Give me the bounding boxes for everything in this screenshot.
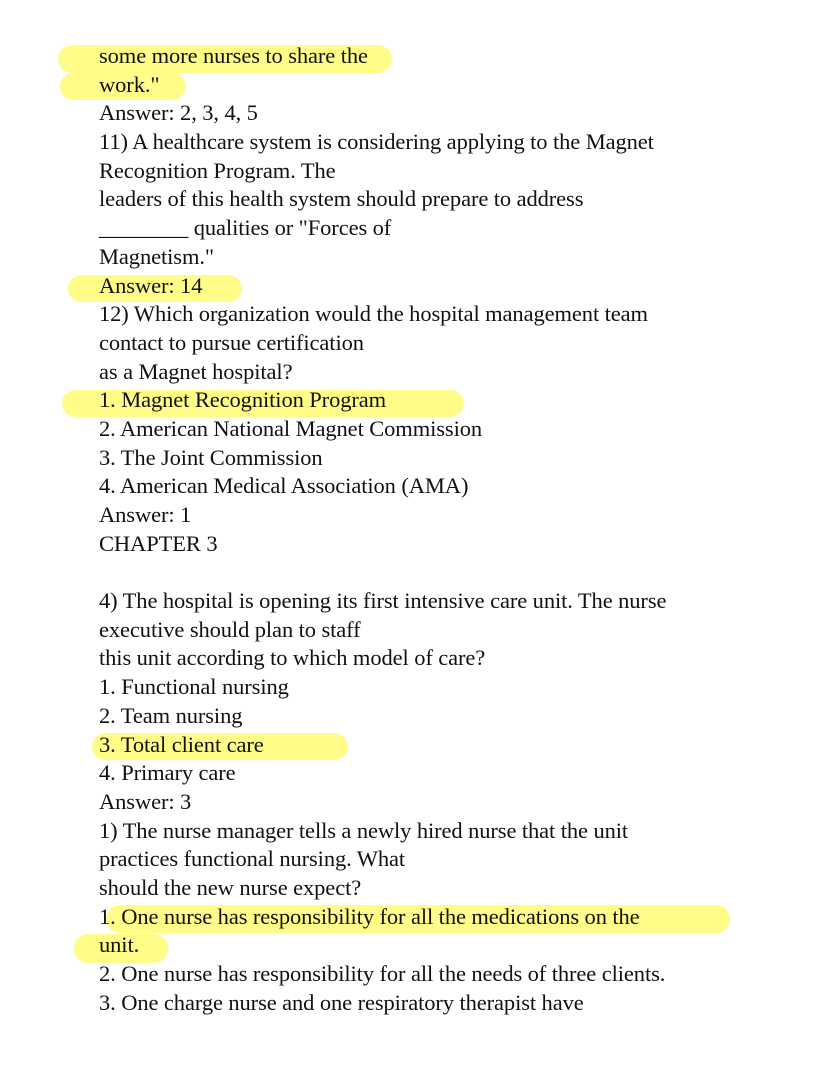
option-line: 4. American Medical Association (AMA): [99, 473, 469, 499]
answer-line: Answer: 1: [99, 502, 192, 527]
option-line: 4. Primary care: [99, 760, 236, 786]
question-line: practices functional nursing. What: [99, 846, 406, 872]
option-line: 2. Team nursing: [99, 702, 243, 728]
question-line: 11) A healthcare system is considering applying to the Magnet: [99, 129, 654, 155]
question-line: Recognition Program. The: [99, 157, 336, 183]
question-line: executive should plan to staff: [99, 616, 361, 642]
question-line: leaders of this health system should prepare to address: [99, 186, 584, 212]
option-line: 3. One charge nurse and one respiratory therapist have: [99, 989, 584, 1015]
option-line: 1. Functional nursing: [99, 674, 289, 700]
option-line: 1. Magnet Recognition Program: [99, 387, 387, 413]
text-line: work.": [99, 71, 160, 97]
chapter-heading: CHAPTER 3: [99, 530, 218, 556]
document-text: [99, 42, 819, 1017]
question-line: ________ qualities or "Forces of: [99, 215, 392, 241]
option-line: 3. The Joint Commission: [99, 444, 323, 470]
option-line: 1. One nurse has responsibility for all the medications on the: [99, 903, 640, 929]
question-line: should the new nurse expect?: [99, 874, 362, 900]
question-line: 4) The hospital is opening its first intensive care unit. The nurse: [99, 588, 667, 614]
question-line: Magnetism.": [99, 243, 214, 269]
question-line: as a Magnet hospital?: [99, 358, 293, 384]
answer-line: Answer: 3: [99, 788, 192, 814]
option-line: 3. Total client care: [99, 731, 264, 757]
question-line: contact to pursue certification: [99, 329, 364, 355]
question-line: 12) Which organization would the hospital management team: [99, 301, 648, 327]
option-line: 2. American National Magnet Commission: [99, 415, 483, 441]
question-line: 1) The nurse manager tells a newly hired nurse that the unit: [99, 817, 629, 843]
question-line: this unit according to which model of care?: [99, 645, 486, 671]
option-line: 2. One nurse has responsibility for all the needs of three clients.: [99, 961, 666, 986]
option-line: unit.: [99, 932, 140, 958]
text-line: some more nurses to share the: [99, 43, 368, 68]
answer-line: Answer: 14: [99, 272, 203, 298]
blank-line: [99, 558, 819, 587]
answer-line: Answer: 2, 3, 4, 5: [99, 100, 258, 126]
